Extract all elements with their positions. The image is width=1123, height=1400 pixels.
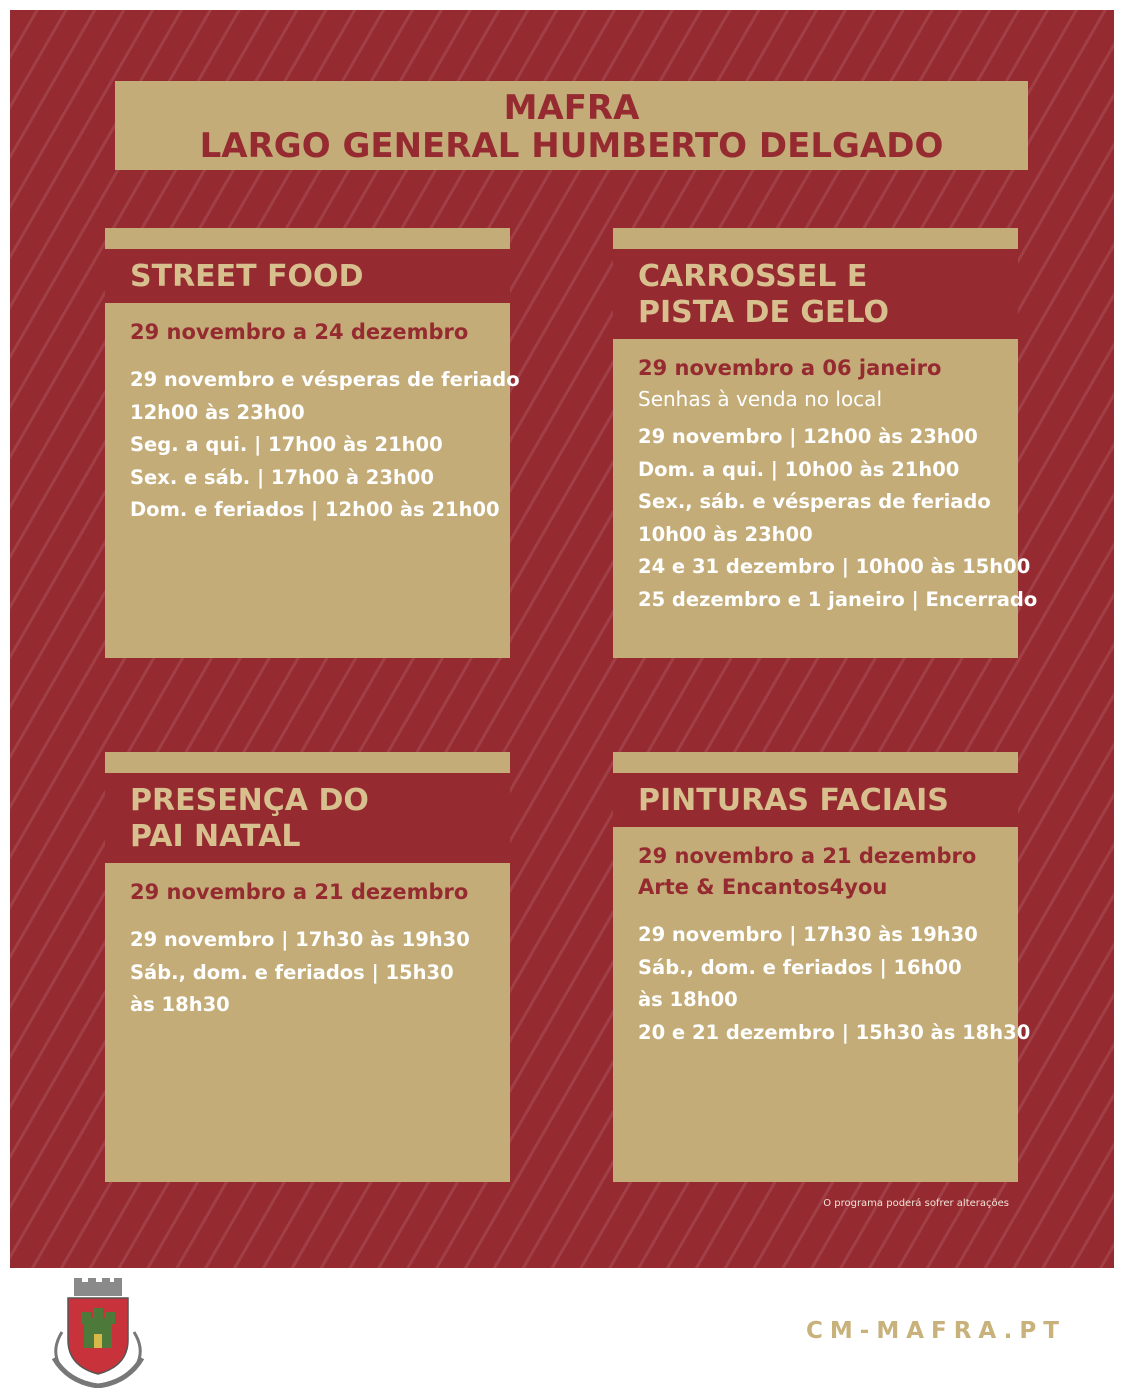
card-date: 29 novembro a 06 janeiro: [638, 356, 942, 380]
schedule-line: 20 e 21 dezembro | 15h30 às 18h30: [638, 1020, 1031, 1044]
card-carrossel: [613, 228, 1038, 658]
card-pinturas-faciais: [613, 752, 1031, 1182]
schedule-list: [130, 364, 520, 527]
header-location: LARGO GENERAL HUMBERTO DELGADO: [199, 126, 944, 166]
schedule-line: Sex., sáb. e vésperas de feriado: [638, 490, 991, 513]
card-note: Senhas à venda no local: [638, 387, 882, 411]
schedule-line: 25 dezembro e 1 janeiro | Encerrado: [638, 587, 1038, 611]
schedule-list: [638, 421, 1038, 616]
website-link[interactable]: CM-MAFRA.PT: [806, 1318, 1066, 1344]
schedule-line: 10h00 às 23h00: [638, 522, 813, 546]
card-title: PINTURAS FACIAIS: [613, 773, 1018, 827]
card-date: 29 novembro a 21 dezembro: [638, 844, 977, 868]
header-city: MAFRA: [503, 88, 640, 128]
schedule-line: Sáb., dom. e feriados | 16h00 às 18h00: [638, 955, 962, 1011]
schedule-line: 24 e 31 dezembro | 10h00 às 15h00: [638, 555, 1031, 578]
poster: [10, 10, 1114, 1268]
card-pai-natal: [105, 752, 510, 1182]
schedule-line: 29 novembro | 17h30 às 19h30: [638, 923, 978, 946]
schedule-list: [130, 924, 490, 1022]
schedule-line: 29 novembro | 12h00 às 23h00: [638, 425, 978, 448]
card-title: PRESENÇA DO PAI NATAL: [105, 773, 510, 863]
municipal-coat-of-arms-icon: [48, 1278, 148, 1388]
schedule-line: 29 novembro e vésperas de feriado: [130, 368, 520, 391]
card-date: 29 novembro a 21 dezembro: [130, 880, 469, 904]
card-title: STREET FOOD: [105, 249, 510, 303]
schedule-line: Sáb., dom. e feriados | 15h30 às 18h30: [130, 960, 454, 1016]
card-title: CARROSSEL E PISTA DE GELO: [613, 249, 1018, 339]
disclaimer: O programa poderá sofrer alterações: [823, 1198, 1009, 1209]
schedule-line: Seg. a qui. | 17h00 às 21h00: [130, 433, 443, 456]
schedule-line: 12h00 às 23h00: [130, 400, 305, 424]
schedule-line: 29 novembro | 17h30 às 19h30: [130, 928, 470, 951]
schedule-line: Dom. e feriados | 12h00 às 21h00: [130, 498, 500, 521]
header-box: [115, 81, 1028, 170]
schedule-line: Dom. a qui. | 10h00 às 21h00: [638, 457, 960, 481]
schedule-line: Sex. e sáb. | 17h00 à 23h00: [130, 465, 434, 489]
card-organizer: Arte & Encantos4you: [638, 875, 888, 899]
card-date: 29 novembro a 24 dezembro: [130, 320, 469, 344]
card-street-food: [105, 228, 520, 658]
schedule-list: [638, 919, 1031, 1049]
